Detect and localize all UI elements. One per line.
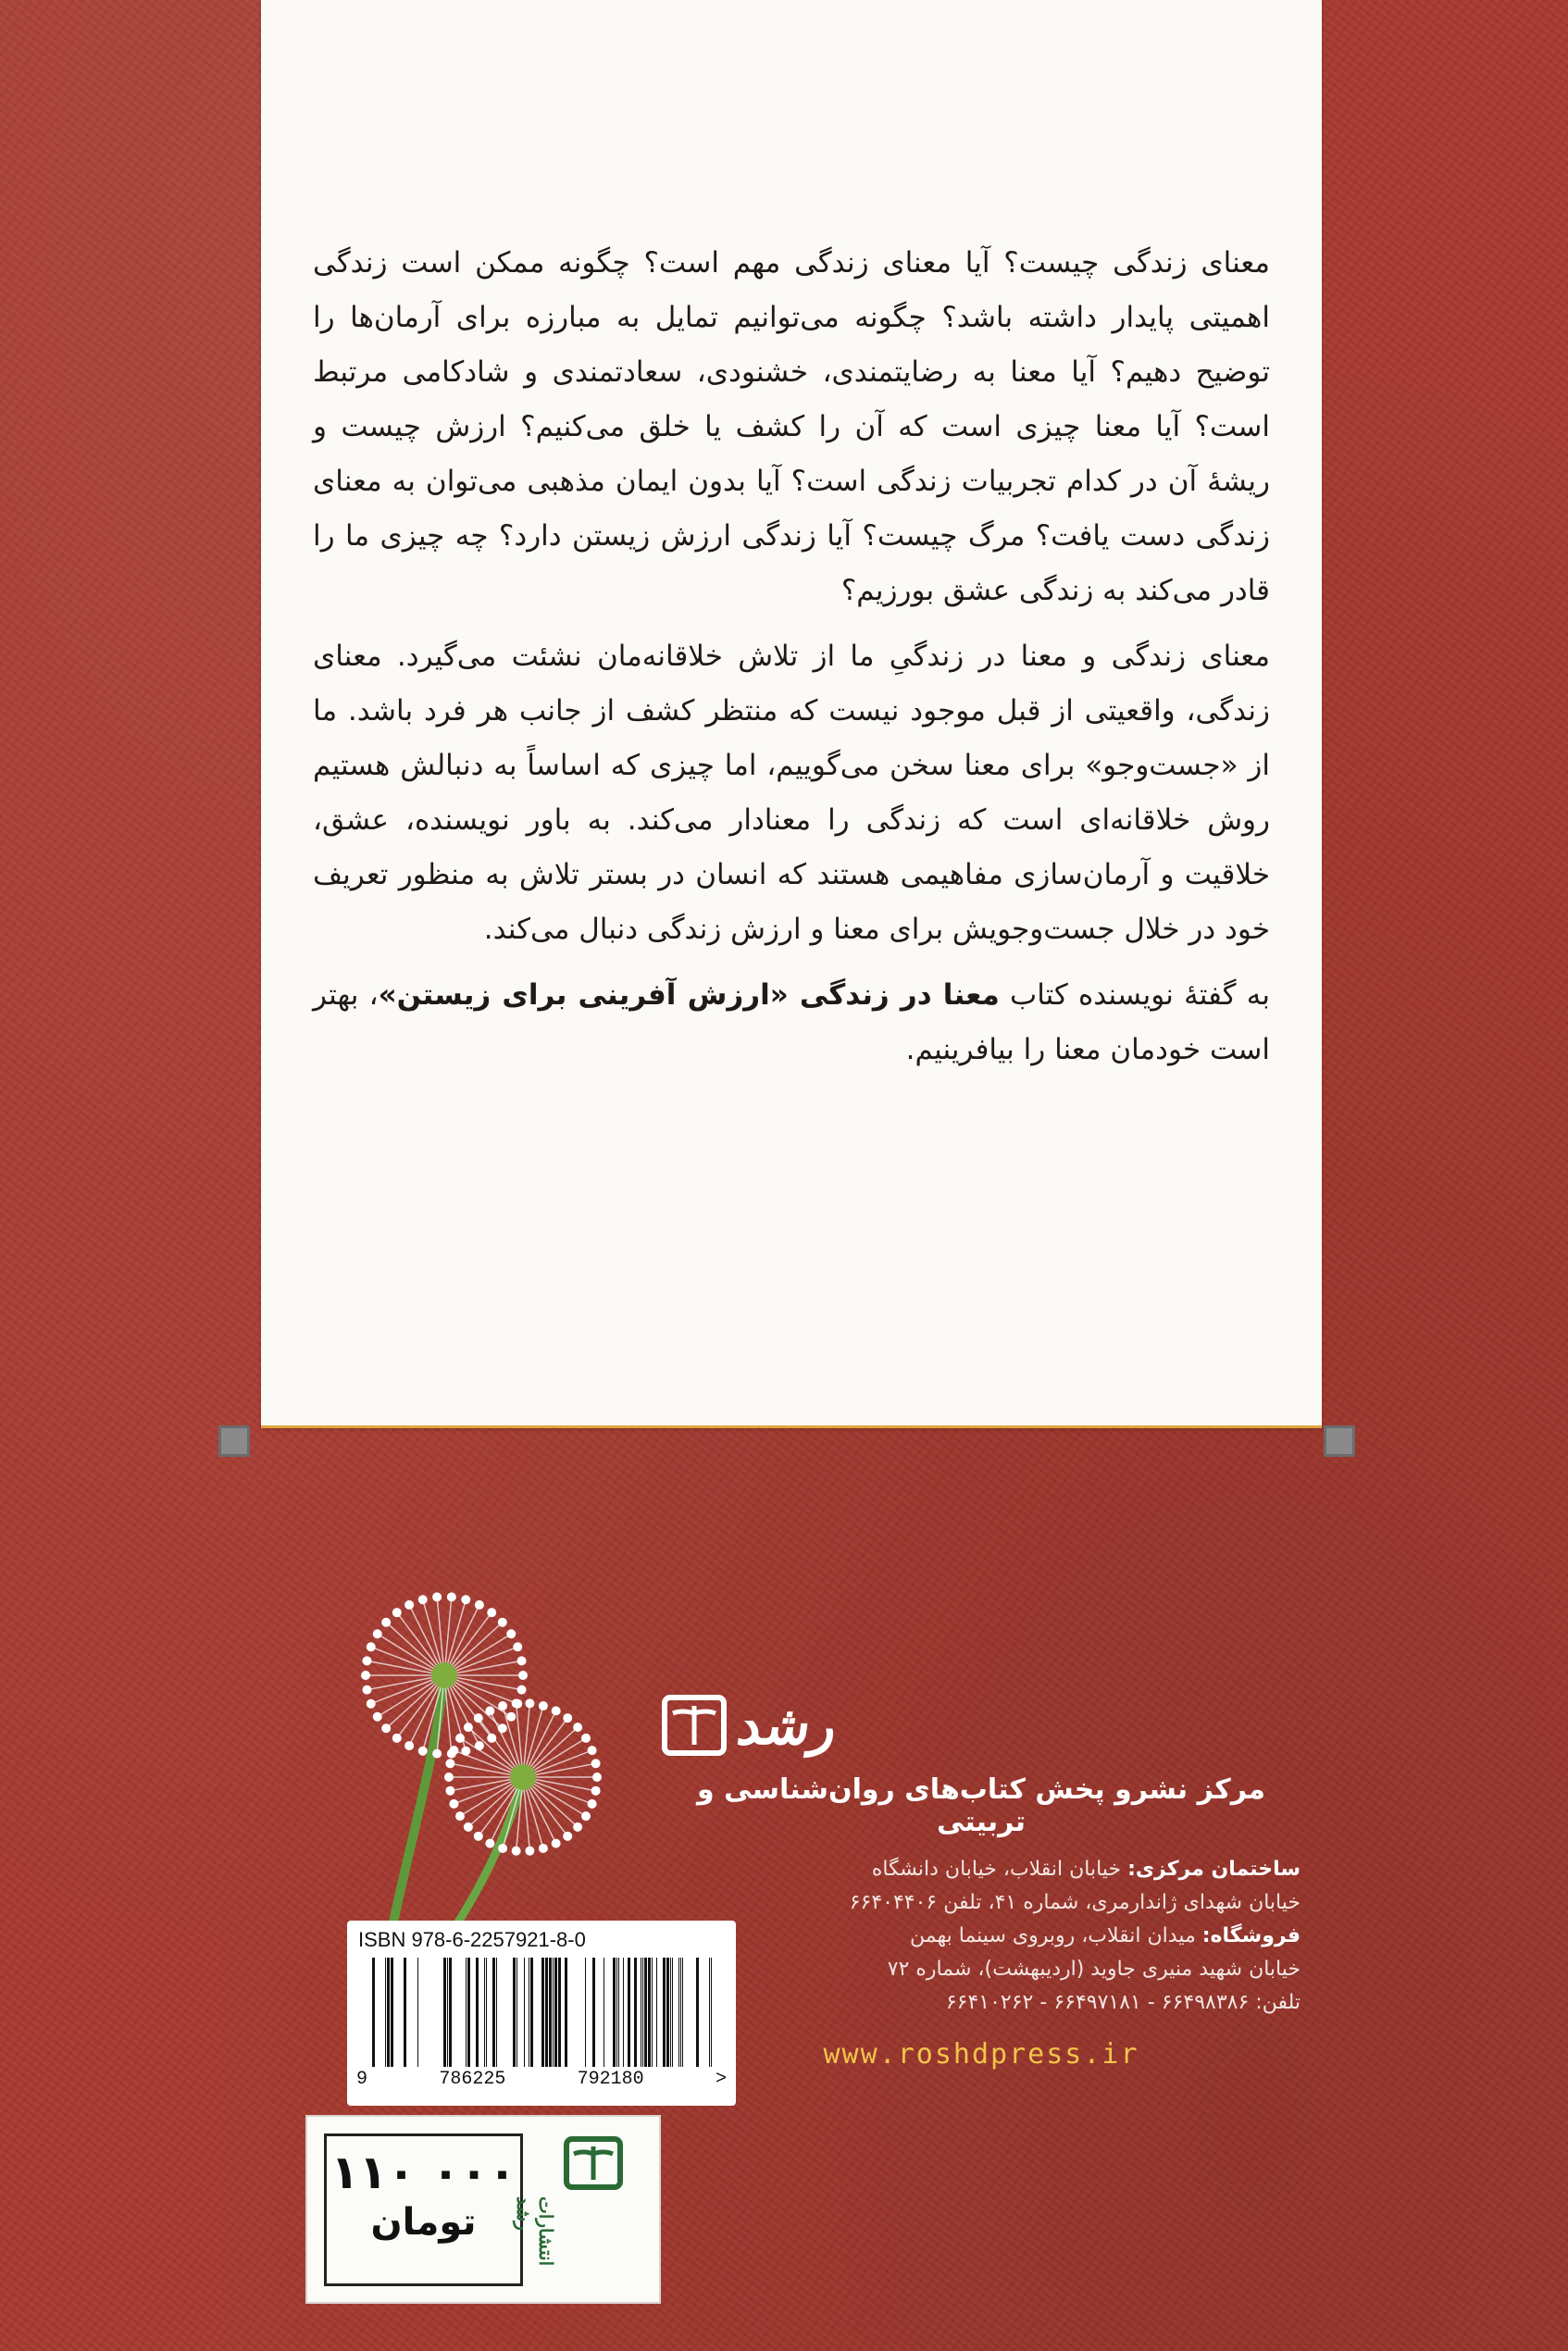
blurb-paragraph-3 [313,968,1270,1077]
barcode-arrow: > [715,2069,727,2090]
sticker-logo-icon [548,2133,641,2286]
publisher-logo-text: رشد [733,1694,841,1757]
store-label: فروشگاه: [1201,1924,1300,1947]
book-title-bold: معنا در زندگی «ارزش آفرینی برای زیستن» [378,978,1000,1012]
store-line1: میدان انقلاب، روبروی سینما بهمن [910,1924,1196,1947]
hq-line2: خیابان شهدای ژاندارمری، شماره ۴۱، تلفن ۶۶۴۰۴۴۰۶ [849,1891,1300,1914]
dandelion-illustration [324,1555,694,1944]
barcode-bars [369,1958,712,2067]
publisher-name: مرکز نشرو پخش کتاب‌های روان‌شناسی و تربیتی [697,1773,1265,1838]
corner-marker-left [218,1425,250,1457]
hq-line1: خیابان انقلاب، خیابان دانشگاه [871,1858,1122,1881]
publisher-block [662,1694,1300,2071]
barcode-digit-left: 9 [356,2069,368,2090]
barcode-digits [356,2069,727,2090]
blurb-paragraph-1: معنای زندگی چیست؟ آیا معنای زندگی مهم است؟ چگونه ممکن است زندگی اهمیتی پایدار داشته باشد؟ چگونه می‌توانیم تمایل به مبارزه برای آرمان‌ها را توضیح دهیم؟ آیا معنا به رضایتمندی، خشنودی، سعادتمندی و شادکامی مرتبط است؟ آیا معنا چیزی است که آن را کشف یا خلق می‌کنیم؟ ارزش چیست و ریشهٔ آن در کدام تجربیات زندگی است؟ آیا بدون ایمان مذهبی می‌توان به معنای زندگی دست یافت؟ مرگ چیست؟ آیا زندگی ارزش زیستن دارد؟ چه چیزی ما را قادر می‌کند به زندگی عشق بورزیم؟ [313,246,1270,607]
barcode-digits-right: 792180 [577,2069,644,2090]
blurb-p3-suffix: ، بهتر است خودمان معنا را بیافرینیم. [313,978,1270,1066]
hq-label: ساختمان مرکزی: [1127,1858,1300,1881]
publisher-logo [662,1694,1245,1757]
phones: تلفن: ۶۶۴۹۸۳۸۶ - ۶۶۴۹۷۱۸۱ - ۶۶۴۱۰۲۶۲ [945,1991,1300,2014]
isbn-barcode [347,1921,736,2106]
website-link[interactable]: www.roshdpress.ir [823,2038,1139,2071]
price-unit: تومان [370,2201,477,2244]
dandelion-head-1 [361,1592,528,1758]
price-box [324,2133,523,2286]
price-value: ۱۱۰ ۰۰۰ [330,2146,516,2199]
blurb-p3-prefix: به گفتهٔ نویسنده کتاب [999,978,1270,1012]
corner-marker-right [1324,1425,1355,1457]
barcode-digits-mid: 786225 [439,2069,506,2090]
sticker-brand-text: انتشارات رشد [513,2196,557,2267]
blurb-paragraph-2: معنای زندگی و معنا در زندگیِ ما از تلاش خلاقانه‌مان نشئت می‌گیرد. معنای زندگی، واقعیتی از قبل موجود نیست که منتظر کشف از جانب هر فرد باشد. ما از «جست‌وجو» برای معنا سخن می‌گوییم، اما چیزی که اساساً به دنبالش هستیم روش خلاقانه‌ای است که زندگی را معنادار می‌کند. به باور نویسنده، عشق، خلاقیت و آرمان‌سازی مفاهیمی هستند که انسان در بستر تلاش به منظور تعریف خود در خلال جست‌وجویش برای معنا و ارزش زندگی دنبال می‌کند. [313,640,1270,946]
blurb-text [313,236,1270,1088]
isbn-label: ISBN 978-6-2257921-8-0 [358,1928,586,1951]
price-sticker [305,2115,661,2304]
book-logo-icon [662,1695,727,1756]
publisher-address [662,1853,1300,2020]
store-line2: خیابان شهید منیری جاوید (اردیبهشت)، شماره ۷۲ [887,1958,1300,1981]
blurb-panel [261,0,1322,1428]
